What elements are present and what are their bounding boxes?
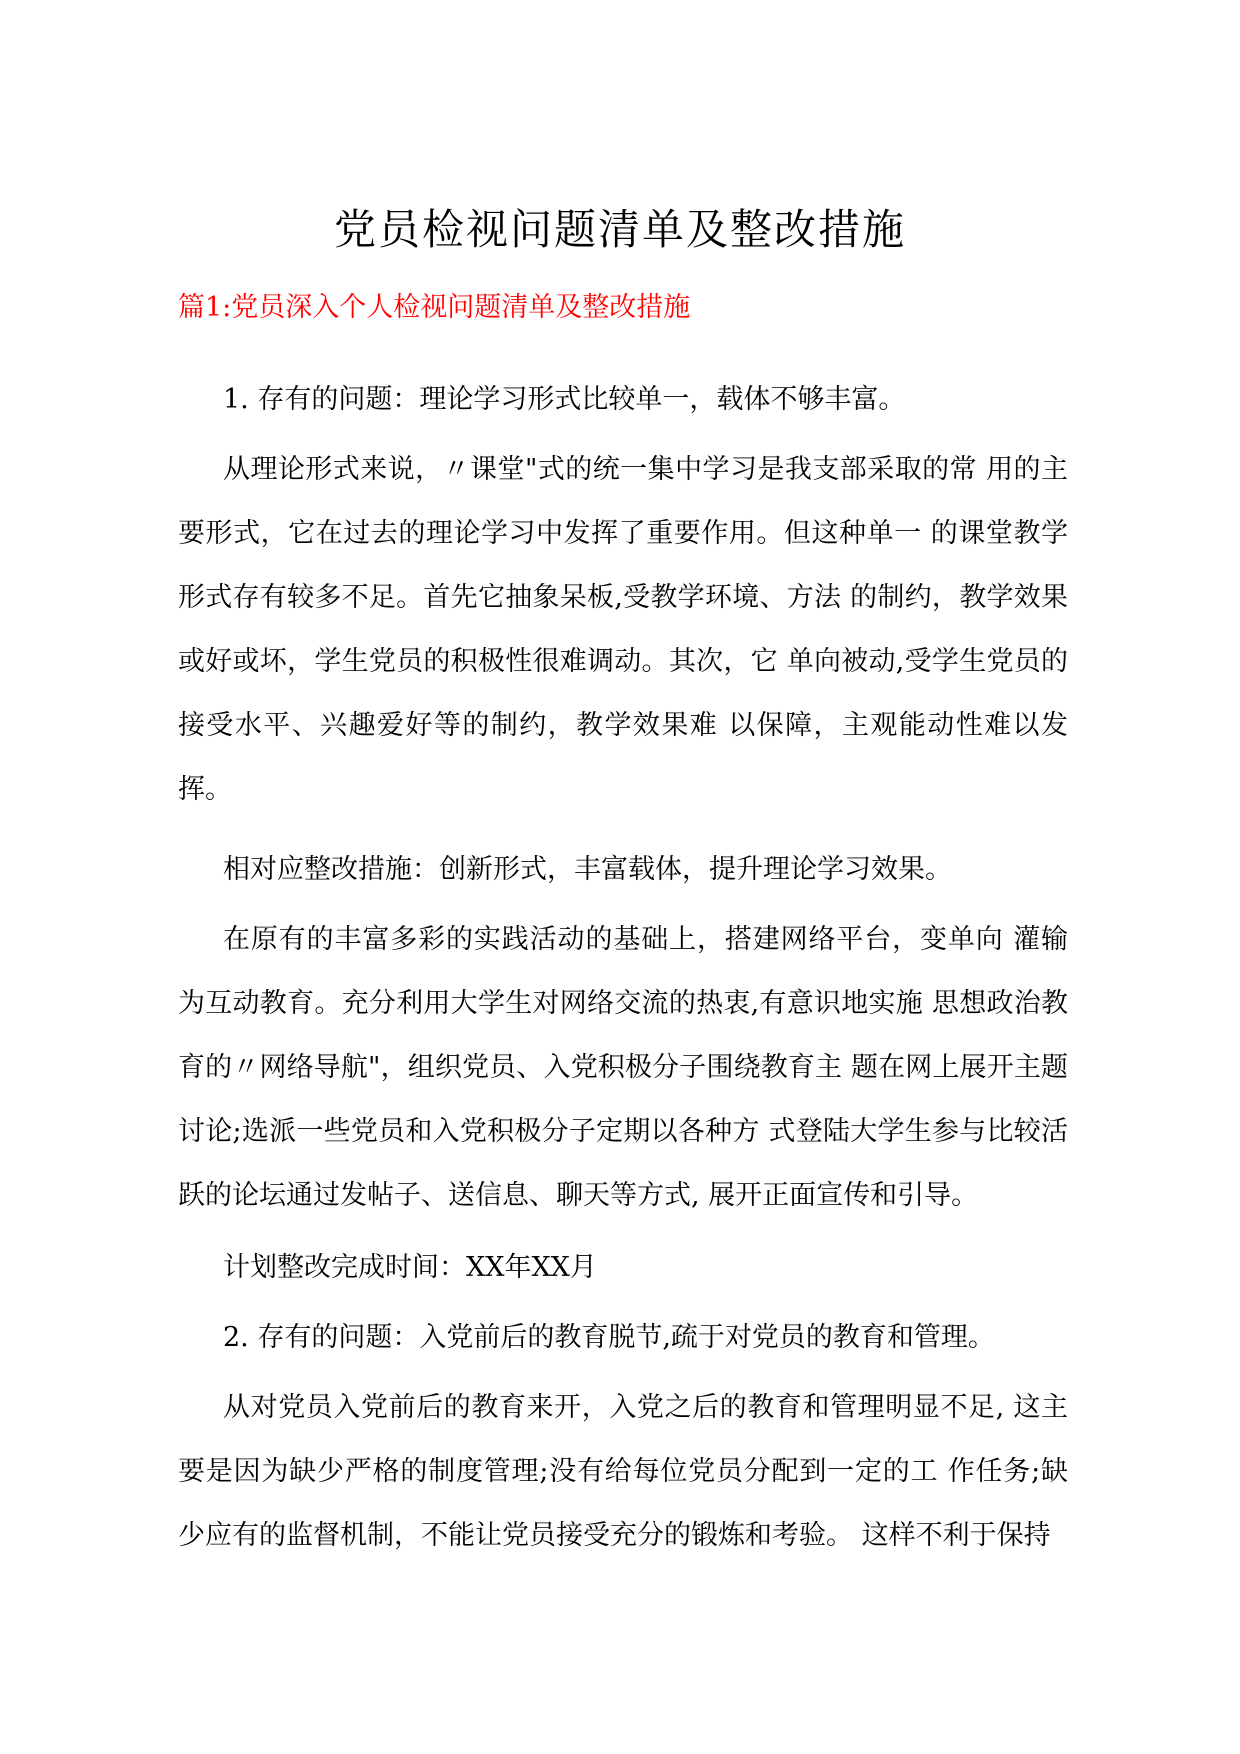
paragraph-problem-2: 2. 存有的问题：入党前后的教育脱节,疏于对党员的教育和管理。 [223,1322,995,1353]
paragraph-problem-1: 1. 存有的问题：理论学习形式比较单一，载体不够丰富。 [223,384,906,415]
paragraph-measure-1-detail: 在原有的丰富多彩的实践活动的基础上，搭建网络平台，变单向 灌输为互动教育。充分利用大学生对网络交流的热衷,有意识地实施 思想政治教育的〃网络导航"，组织党员、入党积极分子围绕教育主 题在网上展开主题讨论;选派一些党员和入党积极分子定期以各种方 式登陆大学生参与比较活跃的论坛通过发帖子、送信息、聊天等方式, 展开正面宣传和引导。 [178,924,1068,1211]
paragraph-measure-1: 相对应整改措施：创新形式，丰富载体，提升理论学习效果。 [223,854,952,885]
paragraph-problem-1-detail: 从理论形式来说，〃课堂"式的统一集中学习是我支部采取的常 用的主要形式，它在过去的理论学习中发挥了重要作用。但这种单一 的课堂教学形式存有较多不足。首先它抽象呆板,受教学环境、方法 的制约，教学效果或好或坏，学生党员的积极性很难调动。其次，它 单向被动,受学生党员的接受水平、兴趣爱好等的制约，教学效果难 以保障，主观能动性难以发挥。 [178,454,1068,805]
paragraph-problem-2-detail: 从对党员入党前后的教育来开，入党之后的教育和管理明显不足, 这主要是因为缺少严格的制度管理;没有给每位党员分配到一定的工 作任务;缺少应有的监督机制，不能让党员接受充分的锻炼和考验。 这样不利于保持 [178,1392,1068,1551]
paragraph-deadline-1: 计划整改完成时间：XX年XX月 [223,1252,597,1283]
document-title: 党员检视问题清单及整改措施 [333,205,906,254]
section-heading: 篇1:党员深入个人检视问题清单及整改措施 [178,292,691,323]
